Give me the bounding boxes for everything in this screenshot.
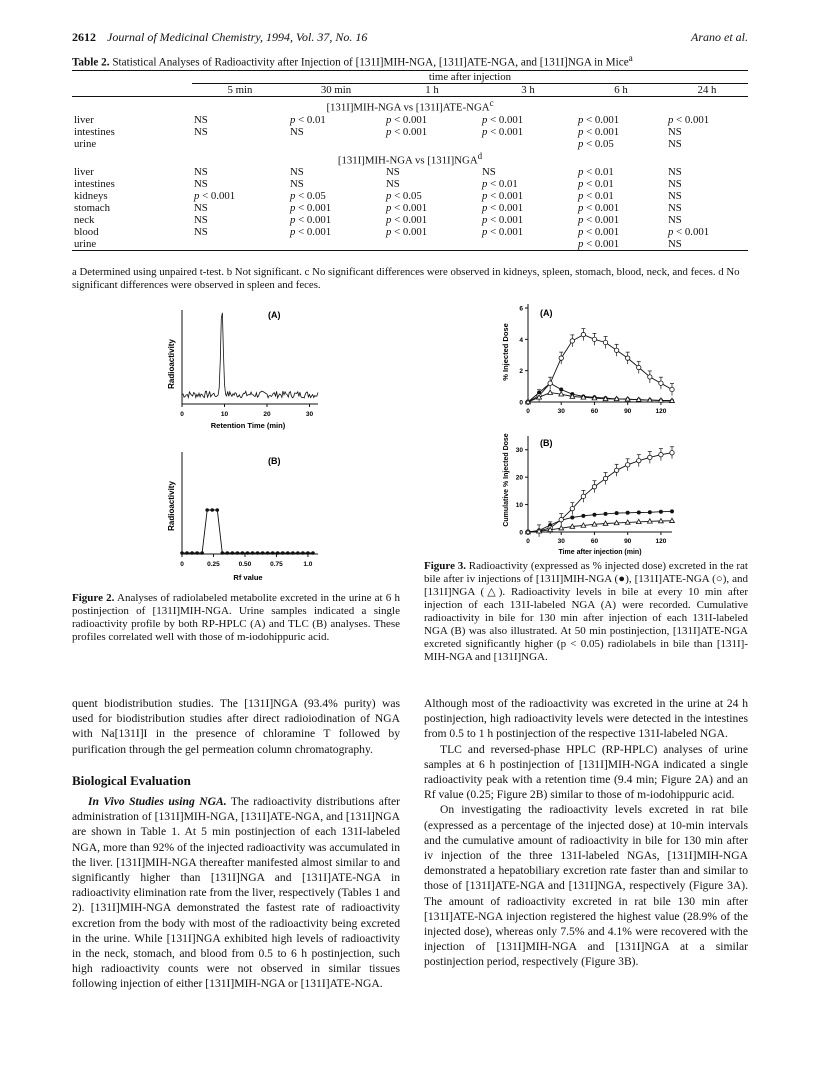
table-row-label: urine: [72, 238, 192, 251]
table-cell: p < 0.001: [386, 202, 428, 215]
table-cell: NS: [386, 178, 400, 191]
table-cell: NS: [290, 166, 304, 179]
table-cell: [192, 138, 288, 150]
fig3b-point-mih: [615, 511, 619, 515]
table-footnote: a Determined using unpaired t-test. b Not significant. c No significant differences were observed in kidneys, spleen, stomach, blood, neck, and feces. d No significant differences were observed in spleen and feces.: [72, 266, 740, 291]
table-cell: p < 0.001: [290, 214, 332, 227]
table-cell: p < 0.001: [482, 113, 524, 126]
fig3b-point-mih: [604, 512, 608, 516]
fig3b-ytick-label: 10: [515, 502, 523, 510]
fig3a-yticks: [519, 306, 528, 407]
fig3a-xticks: [526, 402, 667, 415]
table-cell: NS: [194, 178, 208, 191]
section-title-sup: d: [477, 150, 483, 161]
table-cell: NS: [668, 214, 682, 227]
figure3-caption-label: Figure 3.: [424, 560, 466, 572]
fig3a-ylabel: % Injected Dose: [501, 323, 510, 381]
table-header-blank: [72, 84, 192, 97]
left-paragraph-2-text: The radioactivity distributions after administration of [131I]MIH-NGA, [131I]ATE-NGA, and [131I]NGA are shown in Table 1. At 5 min postinjection of each 131I-labeled NGA, more than 92% of the injected radioactivity was accumulated in the liver. [131I]MIH-NGA thereafter manifested almost similar to and significantly higher than [131I]NGA and [131I]ATE-NGA in radioactivity elimination rate from the liver, respectively (Tables 1 and 2). [131I]MIH-NGA demonstrated the fastest rate of radioactivity excretion from the body with most of the radioactivity being excreted in the urine. While [131I]NGA exhibited high levels of radioactivity in the neck, stomach, and blood from 0.5 to 6 h postinjection, such high radioactivity counts were not observed in similar tissues following injection of either [131I]MIH-NGA or [131I]ATE-NGA.: [72, 795, 400, 991]
table-cell: NS: [668, 125, 682, 138]
fig3b-point-ate: [637, 458, 641, 462]
fig2b-point: [251, 551, 255, 555]
fig2b-point: [311, 551, 315, 555]
runin-heading: In Vivo Studies using NGA.: [88, 795, 227, 809]
section-heading: Biological Evaluation: [72, 772, 191, 788]
table-cell: p < 0.001: [576, 238, 666, 251]
table-cell: p < 0.001: [386, 125, 428, 138]
table-cell: NS: [668, 202, 682, 215]
fig2a-tick-label: 0: [180, 411, 184, 418]
table-cell: NS: [290, 125, 304, 138]
table-cell: p < 0.01: [578, 166, 614, 179]
fig3b-point-ate: [603, 476, 607, 480]
fig3a-xtick-label: 120: [655, 408, 667, 415]
table-col-header: 1 h: [384, 84, 480, 97]
figure3-caption: [424, 560, 748, 664]
table-cell: p < 0.001: [668, 226, 710, 239]
section-title-text: [131I]MIH-NGA vs [131I]ATE-NGA: [326, 101, 490, 114]
fig3b-xticks: [526, 532, 667, 545]
table-group-header: time after injection: [192, 71, 748, 84]
fig3b-ytick-label: 30: [515, 447, 523, 455]
fig3a-point-ate: [614, 348, 618, 352]
fig3b-xtick-label: 0: [526, 538, 530, 545]
table-row-label: intestines: [74, 125, 115, 138]
table-cell: [384, 138, 480, 150]
table-cell: p < 0.001: [482, 125, 524, 138]
table-caption-label: Table 2.: [72, 56, 110, 69]
fig3a-point-ate: [637, 365, 641, 369]
fig3b-point-ate: [648, 455, 652, 459]
table-cell: p < 0.001: [578, 113, 620, 126]
table-corner: [72, 71, 192, 84]
table-cell: NS: [482, 166, 496, 179]
table-cell: p < 0.001: [578, 202, 620, 215]
fig2b-points: [180, 508, 315, 555]
table-cell: [192, 238, 288, 251]
fig3a-point-ate: [603, 340, 607, 344]
table-cell: p < 0.001: [386, 113, 428, 126]
fig3a-point-nga: [548, 390, 553, 394]
table-row-label: blood: [74, 226, 99, 239]
fig3b-xlabel: Time after injection (min): [558, 549, 642, 556]
right-paragraph-2: TLC and reversed-phase HPLC (RP-HPLC) analyses of urine samples at 6 h postinjection of [131I]MIH-NGA indicated a single radioactivity peak with a retention time (9.4 min; Figure 2A) and an Rf value (0.25; Figure 2B) similar to those of m-iodohippuric acid.: [424, 742, 748, 802]
fig2a-tick-label: 30: [305, 411, 314, 418]
table-row-label: intestines: [74, 178, 115, 191]
fig3b-point-ate: [659, 452, 663, 456]
figure2-caption-text: Analyses of radiolabeled metabolite excreted in the urine at 6 h postinjection of [131I]MIH-NGA. Urine samples indicated a single radioactivity profile by both RP-HPLC (A) and TLC (B) analyses. These profiles correlated well with those of m-iodohippuric acid.: [72, 592, 400, 643]
page-number: 2612: [72, 30, 96, 44]
fig2a-panel-label: (A): [268, 310, 281, 320]
table-row: [72, 126, 748, 138]
fig3a-point-ate: [548, 381, 552, 385]
table-cell: p < 0.001: [290, 226, 332, 239]
table-row-label: stomach: [74, 202, 110, 215]
fig2a-tick-label: 10: [220, 411, 229, 418]
table-row: [72, 214, 748, 226]
table-caption-sup: a: [628, 54, 633, 64]
table-cell: [288, 238, 384, 251]
table-cell: [384, 238, 480, 251]
fig3b-point-mih: [570, 515, 574, 519]
fig3a-ytick-label: 2: [519, 368, 523, 376]
table-cell: p < 0.01: [578, 190, 614, 203]
table-row: [72, 190, 748, 202]
table-row-label: urine: [74, 137, 97, 150]
table-cell: p < 0.001: [482, 226, 524, 239]
fig3a-ytick-label: 6: [519, 305, 523, 313]
table-cell: p < 0.001: [578, 125, 620, 138]
table-cell: p < 0.05: [290, 190, 326, 203]
fig2b-xlabel: Rf value: [233, 573, 263, 582]
fig3b-xtick-label: 30: [557, 538, 565, 545]
fig2b-point: [190, 551, 194, 555]
fig2a-xlabel: Retention Time (min): [210, 421, 286, 430]
fig3a-series: [526, 329, 675, 405]
fig2b-tick-label: 0.25: [207, 561, 220, 568]
fig2a-xticks: [180, 404, 313, 418]
fig3a-xtick-label: 90: [624, 408, 632, 415]
left-column-body: [72, 696, 400, 992]
table-cell: p < 0.001: [578, 226, 620, 239]
fig3b-xtick-label: 120: [655, 538, 667, 545]
left-paragraph-1: quent biodistribution studies. The [131I]NGA (93.4% purity) was used for biodistribution studies after direct radioiodination of NGA with Na[131I]I in the presence of chloramine T followed by purification through the gel permeation column chromatography.: [72, 697, 400, 756]
fig3a-ytick-label: 0: [519, 399, 523, 407]
fig3b-point-mih: [670, 509, 674, 513]
table-col-header: 6 h: [576, 84, 666, 97]
table-row: [72, 226, 748, 238]
fig3b-xtick-label: 60: [590, 538, 599, 545]
table-cell: [480, 138, 576, 150]
fig2b-tick-label: 0: [180, 561, 184, 568]
table-cell: NS: [194, 214, 208, 227]
table-cell: NS: [290, 178, 304, 191]
figure3-panelA: [500, 296, 690, 426]
fig2b-panel-label: (B): [268, 456, 281, 466]
table-cell: p < 0.05: [386, 190, 422, 203]
figure3-panelB: [500, 428, 690, 558]
fig2a-ylabel: Radioactivity: [167, 339, 176, 389]
fig3a-point-ate: [648, 375, 652, 379]
journal-name: Journal of Medicinal Chemistry, 1994, Vol. 37, No. 16: [107, 30, 368, 44]
table-cell: p < 0.001: [194, 190, 236, 203]
fig2b-point: [291, 551, 295, 555]
fig2a-tick-label: 20: [263, 411, 271, 418]
fig3b-ylabel: Cumulative % Injected Dose: [503, 433, 510, 527]
fig2b-xticks: [180, 554, 313, 568]
table-row: [72, 114, 748, 126]
fig3b-point-ate: [581, 494, 585, 498]
fig3a-point-ate: [625, 356, 629, 360]
fig2b-point: [286, 551, 290, 555]
table-cell: NS: [668, 166, 682, 179]
fig3a-xtick-label: 0: [526, 408, 530, 415]
table-col-header: 5 min: [192, 84, 288, 97]
table-caption: [72, 54, 748, 69]
fig2b-point: [205, 508, 209, 512]
figure3-caption-text: Radioactivity (expressed as % injected dose) excreted in the rat bile after iv injections of [131I]MIH-NGA (●), [131I]ATE-NGA (○), and [131I]NGA (△). Radioactivity levels in bile at every 10 min after injection of each 131I-labeled NGA (A) were recorded. Cumulative radioactivity in bile for 130 min after injection of each 131I-labeled NGA (B) was also illustrated. At 50 min postinjection, [131I]ATE-NGA excreted significantly higher (p < 0.05) radiolabels in bile than [131I]-MIH-NGA and [131I]NGA.: [424, 560, 748, 663]
table-cell: p < 0.001: [482, 214, 524, 227]
fig2b-point: [301, 551, 305, 555]
running-header: [72, 30, 748, 45]
table-cell: NS: [194, 226, 208, 239]
table-cell: p < 0.01: [578, 178, 614, 191]
fig3b-point-ate: [570, 506, 574, 510]
fig2b-trace: [182, 510, 313, 553]
fig3b-series: [526, 447, 675, 537]
fig3a-ytick-label: 4: [519, 336, 523, 344]
fig2b-point: [220, 551, 224, 555]
fig2b-ylabel: Radioactivity: [167, 481, 176, 531]
table-cell: p < 0.001: [668, 113, 710, 126]
table-cell: NS: [194, 113, 208, 126]
figure2-caption-label: Figure 2.: [72, 592, 115, 604]
fig2a-trace: [182, 313, 318, 398]
fig3b-point-mih: [626, 511, 630, 515]
fig3b-point-mih: [648, 510, 652, 514]
table-caption-text: Statistical Analyses of Radioactivity after Injection of [131I]MIH-NGA, [131I]ATE-NGA, and [131I]NGA in Mice: [112, 56, 629, 69]
fig3b-point-ate: [592, 485, 596, 489]
fig3b-yticks: [516, 447, 528, 536]
table-cell: p < 0.05: [578, 137, 614, 150]
fig2b-point: [185, 551, 189, 555]
table-cell: NS: [194, 166, 208, 179]
table-cell: NS: [666, 238, 748, 251]
table-row-label: liver: [74, 113, 94, 126]
table-row-label: liver: [74, 166, 94, 179]
fig2b-point: [215, 508, 219, 512]
right-paragraph-1: Although most of the radioactivity was excreted in the urine at 24 h postinjection, high radioactivity levels were detected in the intestines from 0.5 to 1 h postinjection of the respective 131I-labeled NGA.: [424, 697, 748, 741]
fig2b-point: [241, 551, 245, 555]
left-paragraph-2: [72, 794, 400, 992]
table-col-header: 24 h: [666, 84, 748, 97]
table-cell: p < 0.01: [290, 113, 326, 126]
table-cell: NS: [668, 178, 682, 191]
table-section-title: [72, 150, 748, 167]
section-title-text: [131I]MIH-NGA vs [131I]NGA: [337, 154, 478, 167]
fig3b-point-ate: [625, 463, 629, 467]
figure2-panelB: [168, 444, 328, 584]
table-section-title: [72, 97, 748, 114]
running-authors: Arano et al.: [691, 30, 748, 44]
fig2b-tick-label: 0.50: [238, 561, 252, 568]
fig3b-ytick-label: 20: [515, 474, 523, 482]
table-row: [72, 238, 748, 251]
fig3a-point-ate: [592, 337, 596, 341]
table-cell: NS: [386, 166, 400, 179]
figure2-caption: [72, 592, 400, 644]
fig3b-xtick-label: 90: [624, 538, 632, 545]
fig3b-point-mih: [592, 513, 596, 517]
table-cell: NS: [668, 137, 682, 150]
fig3a-point-ate: [659, 381, 663, 385]
table-cell: p < 0.001: [482, 202, 524, 215]
right-column-body: [424, 696, 748, 970]
fig2b-tick-label: 1.0: [303, 561, 313, 568]
table-row-label: kidneys: [74, 190, 108, 203]
fig2b-point: [281, 551, 285, 555]
table-col-header: 3 h: [480, 84, 576, 97]
section-title-sup: c: [489, 98, 494, 108]
fig3b-point-mih: [659, 510, 663, 514]
fig3a-point-ate: [581, 332, 585, 336]
table-row: [72, 202, 748, 214]
stats-table: [72, 70, 748, 251]
fig3b-point-ate: [670, 451, 674, 455]
table-row-label: neck: [74, 214, 95, 227]
table-cell: p < 0.001: [386, 214, 428, 227]
fig3a-xtick-label: 30: [557, 408, 565, 415]
fig3b-ytick-label: 0: [519, 529, 523, 537]
fig2b-point: [226, 551, 230, 555]
table-cell: p < 0.001: [578, 214, 620, 227]
fig2b-point: [236, 551, 240, 555]
table-cell: p < 0.001: [482, 190, 524, 203]
fig3a-point-ate: [570, 339, 574, 343]
table-cell: p < 0.01: [482, 178, 518, 191]
fig3b-point-ate: [559, 517, 563, 521]
fig2b-point: [210, 508, 214, 512]
table-cell: NS: [194, 125, 208, 138]
fig2b-tick-label: 0.75: [270, 561, 283, 568]
table-cell: NS: [668, 190, 682, 203]
fig3b-point-mih: [637, 511, 641, 515]
fig2b-point: [195, 551, 199, 555]
fig2b-point: [200, 551, 204, 555]
table-cell: [288, 138, 384, 150]
fig2b-point: [246, 551, 250, 555]
fig2b-point: [261, 551, 265, 555]
right-paragraph-3: On investigating the radioactivity levels excreted in rat bile (expressed as a percentage of the injected dose) at 10-min intervals and the cumulative amount of radioactivity in bile for 130 min after iv injection of the three 131I-labeled NGAs, [131I]MIH-NGA demonstrated a hepatobiliary excretion rate faster than and similar to those of [131I]ATE-NGA and [131I]NGA, respectively (Figure 3A). The amount of radioactivity excreted in rat bile 130 min after [131I]ATE-NGA injection registered the highest value (28.9% of the injected dose), whereas only 7.5% and 4.1% were recovered with the injection of [131I]MIH-NGA and [131I]NGA at a similar postinjection period, respectively (Figure 3B).: [424, 803, 748, 969]
fig3b-point-ate: [614, 468, 618, 472]
fig3b-panel-label: (B): [540, 438, 553, 448]
table-cell: p < 0.001: [290, 202, 332, 215]
fig2b-point: [271, 551, 275, 555]
fig2b-point: [231, 551, 235, 555]
table-row: [72, 178, 748, 190]
table-cell: p < 0.001: [386, 226, 428, 239]
fig3a-point-ate: [559, 356, 563, 360]
table-row: [72, 166, 748, 178]
table-cell: NS: [194, 202, 208, 215]
table-cell: [480, 238, 576, 251]
table-row: [72, 138, 748, 150]
fig3a-xtick-label: 60: [590, 408, 599, 415]
fig3a-point-ate: [670, 387, 674, 391]
figure2-panelA: [168, 300, 328, 430]
fig2b-point: [296, 551, 300, 555]
fig3a-panel-label: (A): [540, 308, 553, 318]
fig2b-point: [256, 551, 260, 555]
table-col-header: 30 min: [288, 84, 384, 97]
fig2b-point: [266, 551, 270, 555]
fig3b-point-mih: [581, 514, 585, 518]
